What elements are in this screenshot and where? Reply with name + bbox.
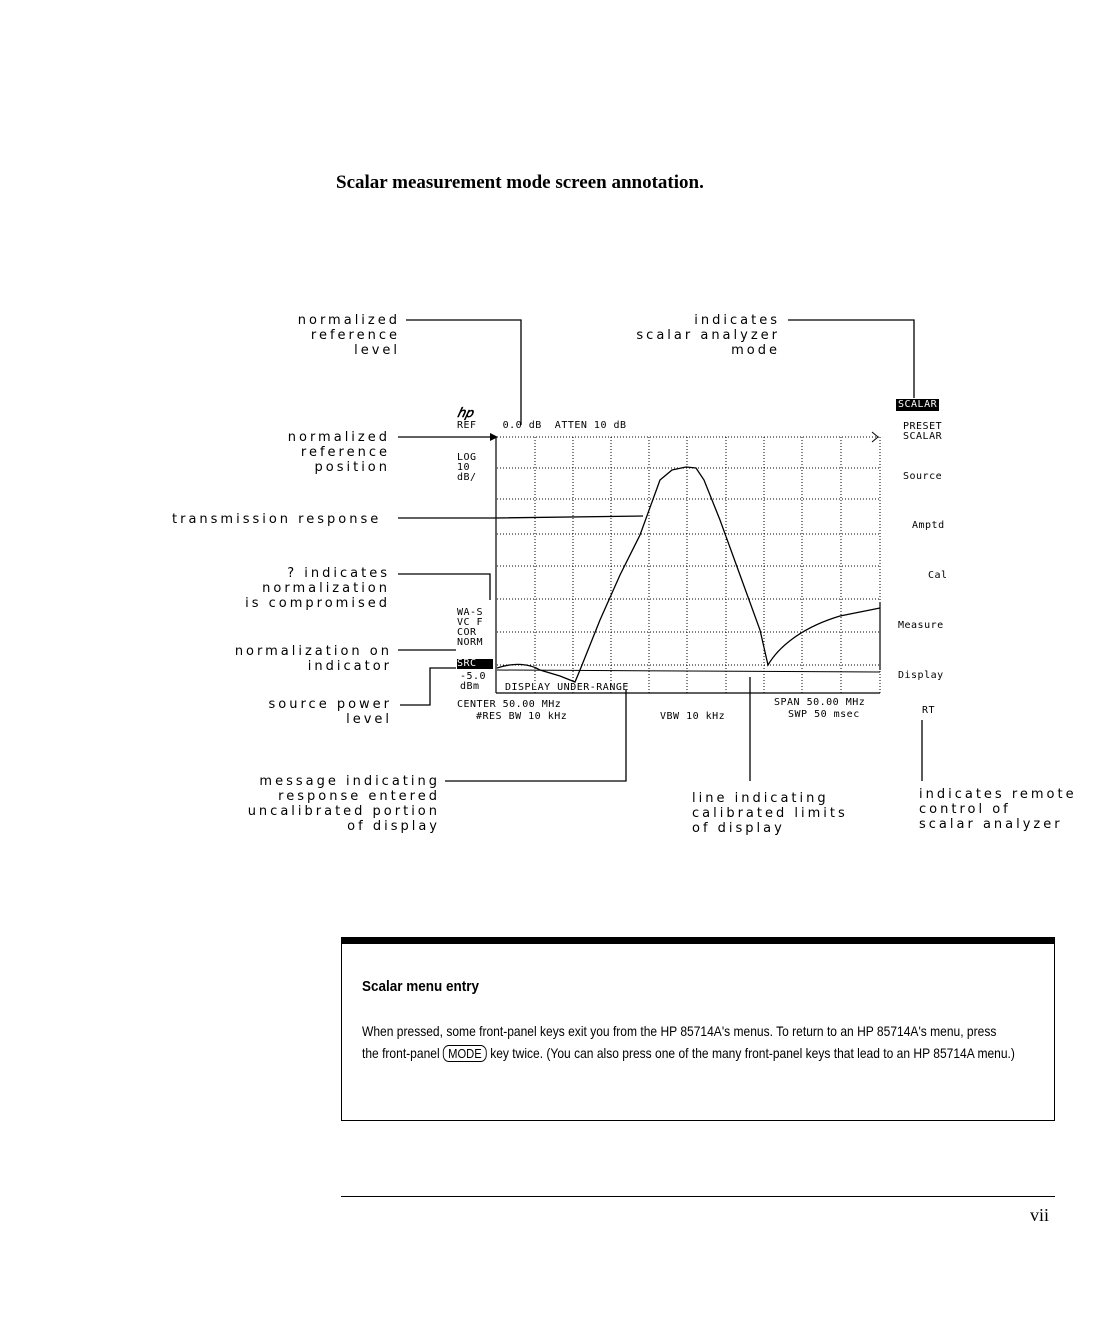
hp-logo-icon: ℎ𝑝 bbox=[457, 405, 473, 420]
mode-key: MODE bbox=[443, 1045, 487, 1062]
screen-reference-line: REF 0.0 dB ATTEN 10 dB bbox=[457, 420, 627, 431]
callout-normalized-reference-level: normalized reference level bbox=[297, 313, 400, 358]
note-body bbox=[362, 1020, 1016, 1064]
scalar-menu-entry-note bbox=[341, 937, 1055, 1121]
callout-normalized-reference-position: normalized reference position bbox=[287, 430, 390, 475]
callout-remote-control: indicates remote control of scalar analyzer bbox=[919, 787, 1077, 832]
softkey-source: Source bbox=[903, 471, 943, 482]
screen-sweep-time: SWP 50 msec bbox=[788, 709, 860, 720]
page-number: vii bbox=[1030, 1205, 1050, 1225]
callout-calibrated-limits-line: line indicating calibrated limits of display bbox=[692, 791, 848, 836]
softkey-measure: Measure bbox=[898, 620, 944, 631]
screen-display-message: DISPLAY UNDER-RANGE bbox=[505, 682, 629, 693]
graticule bbox=[497, 437, 880, 693]
note-text-part2: key twice. (You can also press one of the many front-panel keys that lead to an HP 85714A menu.) bbox=[486, 1045, 1015, 1061]
screen-center-frequency: CENTER 50.00 MHz bbox=[457, 699, 562, 710]
footer-rule bbox=[341, 1196, 1055, 1197]
screen-log-scale: LOG 10 dB/ bbox=[457, 452, 477, 483]
callout-transmission-response: transmission response bbox=[172, 512, 382, 527]
callout-normalization-compromised: ? indicates normalization is compromised bbox=[245, 566, 390, 611]
screen-resolution-bandwidth: #RES BW 10 kHz bbox=[476, 711, 568, 722]
page-title: Scalar measurement mode screen annotation. bbox=[336, 172, 704, 193]
callout-scalar-analyzer-mode: indicates scalar analyzer mode bbox=[636, 313, 780, 358]
softkey-amptd: Amptd bbox=[912, 520, 945, 531]
softkey-remote-indicator: RT bbox=[922, 705, 936, 716]
note-heading: Scalar menu entry bbox=[362, 978, 480, 995]
note-text-part1: When pressed, some front-panel keys exit you from the HP 85714A's menus. To return to an HP 85714A's menu, press the front-panel bbox=[362, 1023, 997, 1061]
screen-span: SPAN 50.00 MHz bbox=[774, 697, 866, 708]
callout-normalization-on: normalization on indicator bbox=[234, 644, 392, 674]
callout-source-power: source power level bbox=[268, 697, 392, 727]
callout-uncalibrated-message: message indicating response entered uncalibrated portion of display bbox=[247, 774, 440, 834]
screen-src-indicator: SRC bbox=[457, 659, 493, 669]
softkey-cal: Cal bbox=[928, 570, 948, 581]
screen-source-power: -5.0 dBm bbox=[460, 671, 487, 692]
softkey-scalar-indicator: SCALAR bbox=[898, 399, 938, 410]
screen-status-flags: WA-S VC F COR NORM bbox=[457, 607, 484, 648]
softkey-display: Display bbox=[898, 670, 944, 681]
screen-frame bbox=[496, 437, 880, 693]
screen-video-bandwidth: VBW 10 kHz bbox=[660, 711, 726, 722]
softkey-preset-scalar: PRESET SCALAR bbox=[903, 421, 943, 442]
